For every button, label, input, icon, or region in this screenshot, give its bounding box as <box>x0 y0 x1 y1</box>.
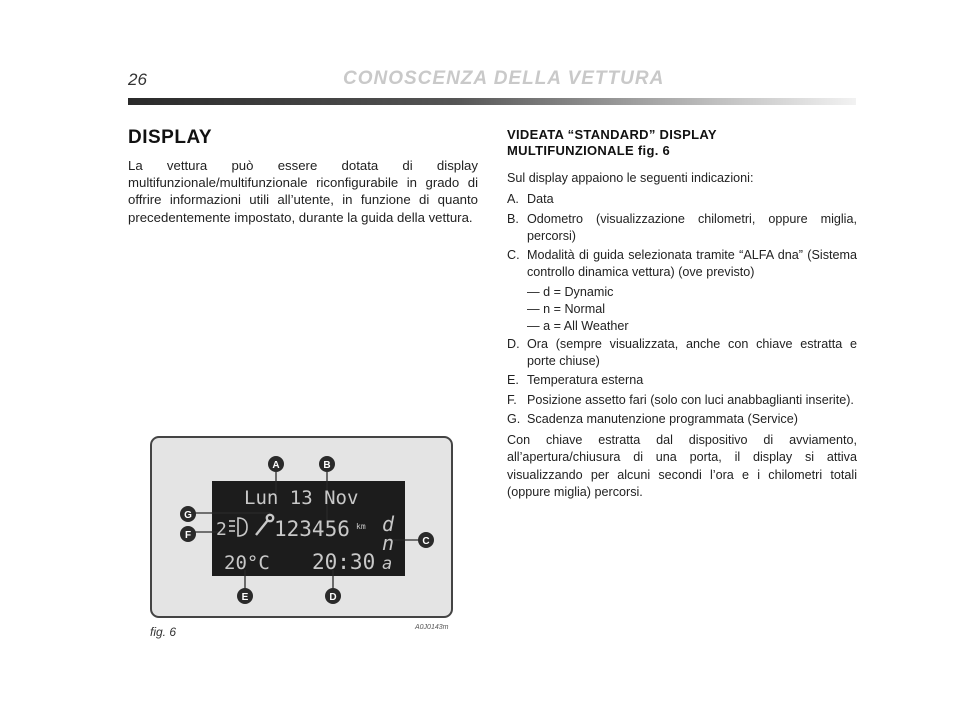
page-number: 26 <box>128 70 147 89</box>
callout-d <box>325 588 341 604</box>
list-item-key: F. <box>507 392 517 407</box>
svg-text:E: E <box>241 592 249 603</box>
list-item-text: Modalità di guida selezionata tramite “ALFA dna” (Sistema controllo dinamica vettura) (ove previsto) <box>527 248 857 280</box>
list-item <box>507 372 857 389</box>
lcd-odometer: 123456 <box>274 517 350 541</box>
section-heading-display: DISPLAY <box>128 127 213 148</box>
lcd-headlamp-level: 2 <box>216 519 227 540</box>
callout-c <box>418 532 434 548</box>
mode-sub-item: — a = All Weather <box>527 319 629 334</box>
lcd-temperature: 20°C <box>224 552 270 574</box>
svg-text:A: A <box>272 460 280 471</box>
list-item-text: Temperatura esterna <box>527 373 644 388</box>
list-item <box>507 411 857 428</box>
mode-sub-item: — n = Normal <box>527 302 606 317</box>
list-intro: Sul display appaiono le seguenti indicazioni: <box>507 171 754 185</box>
subsection-heading-line2: MULTIFUNZIONALE fig. 6 <box>507 143 671 158</box>
list-item-text: Data <box>527 192 554 207</box>
callout-f <box>180 526 196 542</box>
display-paragraph: La vettura può essere dotata di display multifunzionale/multifunzionale riconfigurabile in grado di offrire informazioni utili all’utente, in funzione di quanto precedentemente impostato, durante la guida della vettura. <box>128 158 478 225</box>
callout-b <box>319 456 335 472</box>
figure-code: A0J0143m <box>415 624 449 631</box>
callout-e <box>237 588 253 604</box>
svg-text:C: C <box>422 536 430 547</box>
chapter-title: CONOSCENZA DELLA VETTURA <box>343 68 665 89</box>
closing-paragraph: Con chiave estratta dal dispositivo di avviamento, all’apertura/chiusura di una porta, il display si attiva visualizzando per alcuni secondi l’ora e i chilometri totali (oppure miglia) percorsi. <box>507 433 857 500</box>
list-item <box>507 211 857 246</box>
display-illustration <box>152 438 451 616</box>
list-item-key: G. <box>507 411 521 426</box>
list-item-key: C. <box>507 248 520 263</box>
list-item <box>507 247 857 282</box>
lcd-time: 20:30 <box>312 550 376 574</box>
list-item-text: Odometro (visualizzazione chilometri, oppure miglia, percorsi) <box>527 211 857 243</box>
list-item <box>507 336 857 371</box>
lcd-mode-n: n <box>382 531 395 555</box>
lcd-mode-a: a <box>382 554 393 574</box>
figure-label: fig. 6 <box>150 625 177 639</box>
svg-text:F: F <box>184 530 192 541</box>
callout-g <box>180 506 196 522</box>
svg-text:G: G <box>184 510 192 521</box>
list-item-key: B. <box>507 211 519 226</box>
subsection-heading-line1: VIDEATA “STANDARD” DISPLAY <box>507 127 717 142</box>
display-figure <box>150 436 453 618</box>
svg-text:B: B <box>323 460 331 471</box>
list-item <box>507 392 857 409</box>
indications-list <box>507 170 857 501</box>
lcd-date: Lun 13 Nov <box>244 487 359 509</box>
list-item-key: E. <box>507 373 519 388</box>
list-item-text: Posizione assetto fari (solo con luci anabbaglianti inserite). <box>527 392 854 407</box>
header-rule <box>128 98 856 105</box>
mode-sub-item: — d = Dynamic <box>527 284 614 299</box>
lcd-mode-d: d <box>382 512 395 536</box>
list-item-key: A. <box>507 192 519 207</box>
callout-a <box>268 456 284 472</box>
list-item-key: D. <box>507 336 520 351</box>
subsection-heading <box>507 127 847 159</box>
list-item-text: Scadenza manutenzione programmata (Service) <box>527 411 798 426</box>
lcd-unit: km <box>356 522 366 531</box>
list-item-text: Ora (sempre visualizzata, anche con chiave estratta e porte chiuse) <box>527 336 857 368</box>
list-item <box>507 191 857 208</box>
svg-text:D: D <box>329 592 337 603</box>
